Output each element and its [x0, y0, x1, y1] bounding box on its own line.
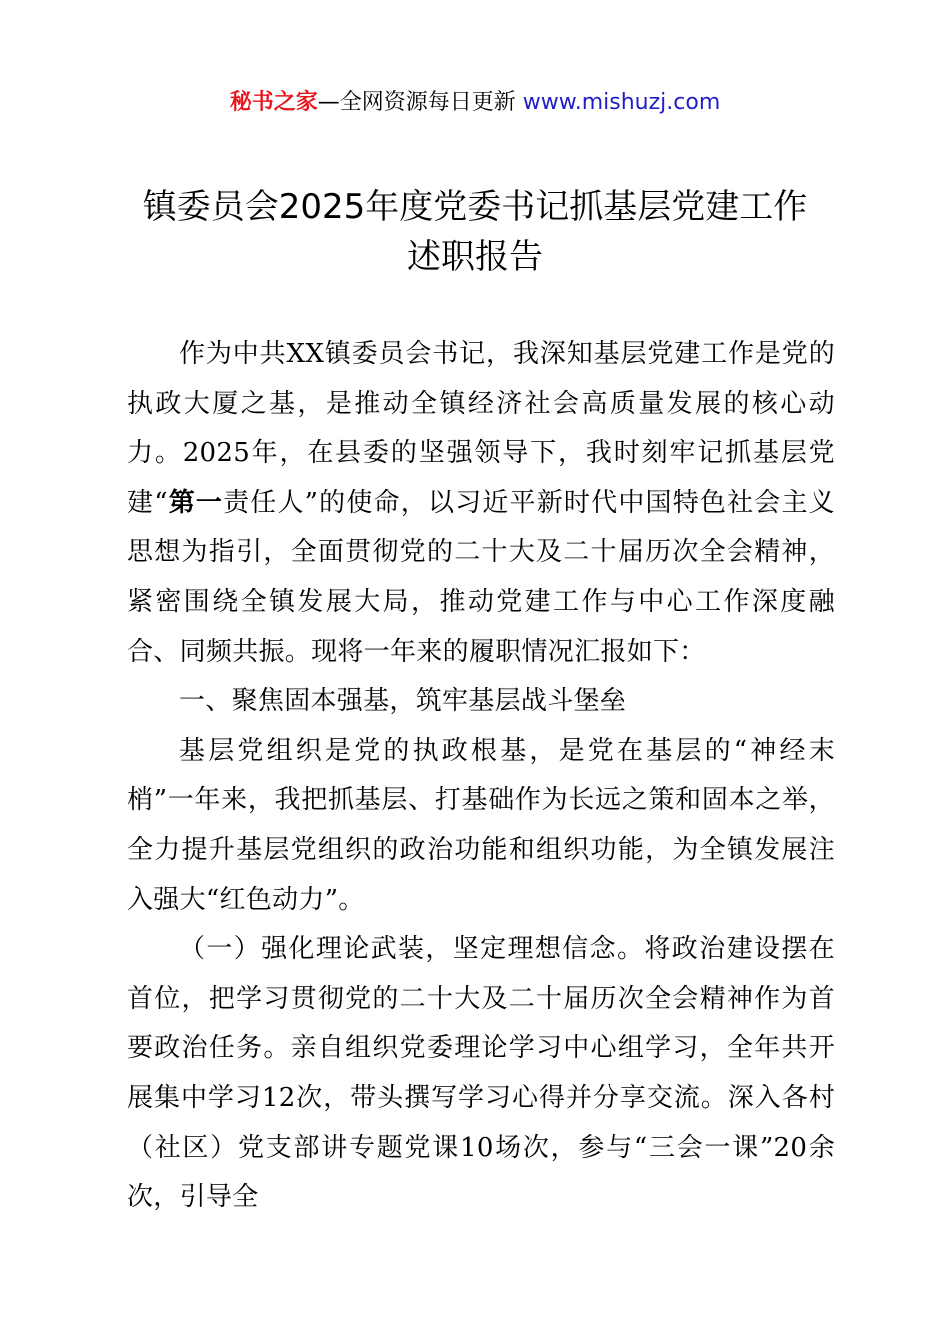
section-1-paragraph: 基层党组织是党的执政根基，是党在基层的“神经末梢”一年来，我把抓基层、打基础作为长远之策和固本之举，全力提升基层党组织的政治功能和组织功能，为全镇发展注入强大“红色动力”。 — [127, 735, 835, 915]
site-url-link[interactable]: www.mishuzj.com — [522, 90, 721, 115]
document-body — [127, 330, 835, 1223]
intro-paragraph — [127, 330, 835, 677]
intro-bold-text: 第一 — [167, 487, 224, 518]
section-heading-1: 一、聚焦固本强基，筑牢基层战斗堡垒 — [179, 686, 627, 717]
site-header — [0, 88, 950, 118]
intro-text-2: 责任人”的使命，以习近平新时代中国特色社会主义思想为指引，全面贯彻党的二十大及二十届历次全会精神，紧密围绕全镇发展大局，推动党建工作与中心工作深度融合、同频共振。现将一年来的履职情况汇报如下： — [127, 487, 835, 667]
title-line-1: 镇委员会2025年度党委书记抓基层党建工作 — [142, 187, 808, 227]
document-title — [100, 182, 850, 282]
site-brand: 秘书之家 — [229, 90, 318, 115]
title-line-2: 述职报告 — [407, 237, 543, 277]
intro-text-1: 作为中共XX镇委员会书记，我深知基层党建工作是党的执政大厦之基，是推动全镇经济社会高质量发展的核心动力。2025年，在县委的坚强领导下，我时刻牢记抓基层党建“ — [127, 339, 835, 518]
subsection-1-paragraph: （一）强化理论武装，坚定理想信念。将政治建设摆在首位，把学习贯彻党的二十大及二十届历次全会精神作为首要政治任务。亲自组织党委理论学习中心组学习，全年共开展集中学习12次，带头撰写学习心得并分享交流。深入各村（社区）党支部讲专题党课10场次，参与“三会一课”20余次，引导全 — [127, 934, 835, 1213]
site-tagline: —全网资源每日更新 — [317, 90, 523, 115]
